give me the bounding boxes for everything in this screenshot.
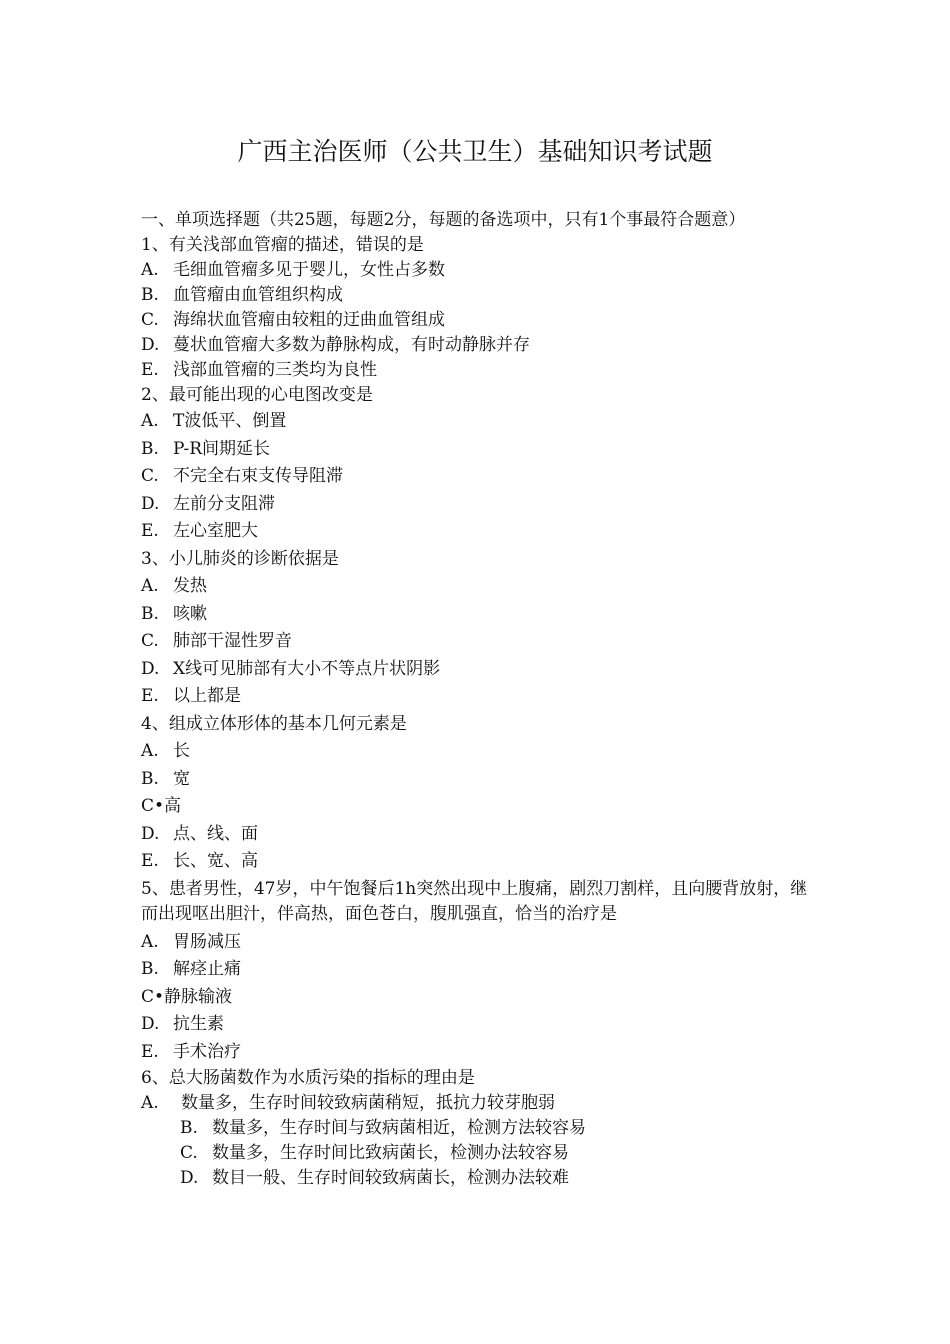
option-key: B. <box>141 438 159 459</box>
option-text: 长 <box>173 741 190 761</box>
option-key: E. <box>141 360 159 380</box>
option-key: B. <box>141 959 159 979</box>
option-key: A. <box>141 931 159 952</box>
question-stem: 4、组成立体形体的基本几何元素是 <box>141 713 407 734</box>
option-key: B. <box>141 285 159 305</box>
option-item <box>141 766 813 794</box>
option-key: E. <box>141 686 159 706</box>
option-key: C. <box>141 631 159 651</box>
document-title: 广西主治医师（公共卫生）基础知识考试题 <box>237 137 713 166</box>
option-item <box>141 1091 813 1116</box>
option-item <box>141 491 813 519</box>
option-key: B. <box>141 768 159 789</box>
option-key: C• <box>141 796 165 816</box>
section-heading: 一、单项选择题（共25题，每题2分，每题的备选项中，只有1个事最符合题意） <box>141 210 746 230</box>
option-key: A. <box>141 1093 159 1113</box>
option-item <box>141 308 813 333</box>
option-text: 点、线、面 <box>173 823 258 844</box>
option-text: 宽 <box>173 768 190 789</box>
option-item <box>141 258 813 283</box>
option-key: A. <box>141 411 159 431</box>
question-stem: 3、小儿肺炎的诊断依据是 <box>141 548 339 569</box>
option-item <box>141 793 813 821</box>
option-key: D. <box>141 823 160 844</box>
option-item <box>141 436 813 464</box>
option-item <box>141 821 813 849</box>
option-item <box>141 656 813 684</box>
option-key: C. <box>180 1143 198 1163</box>
option-text: 发热 <box>173 576 207 596</box>
option-text: 解痉止痛 <box>173 959 241 979</box>
option-item <box>141 573 813 601</box>
question-stem: 5、患者男性，47岁，中午饱餐后1h突然出现中上腹痛，剧烈刀割样，且向腰背放射，继而出现呕出胆汁，伴高热，面色苍白，腹肌强直，恰当的治疗是 <box>141 878 808 924</box>
option-item <box>141 283 813 308</box>
option-key: C. <box>141 310 159 330</box>
option-item <box>141 1166 813 1191</box>
option-text: 数量多，生存时间比致病菌长，检测办法较容易 <box>212 1143 569 1163</box>
option-item <box>141 683 813 711</box>
option-text: 抗生素 <box>173 1014 224 1034</box>
option-item <box>141 1141 813 1166</box>
option-text: 数量多，生存时间较致病菌稍短，抵抗力较芽胞弱 <box>181 1093 555 1113</box>
option-item <box>141 1039 813 1067</box>
option-text: 左前分支阻滞 <box>173 493 275 514</box>
option-text: 长、宽、高 <box>173 851 258 871</box>
option-item <box>141 601 813 629</box>
option-key: A. <box>141 741 159 761</box>
option-text: 蔓状血管瘤大多数为静脉构成，有时动静脉并存 <box>173 335 530 355</box>
exam-content <box>141 208 813 1191</box>
question-stem: 1、有关浅部血管瘤的描述，错误的是 <box>141 235 424 255</box>
option-key: E. <box>141 521 159 541</box>
option-text: P-R间期延长 <box>173 438 271 459</box>
option-item <box>141 956 813 984</box>
option-text: 血管瘤由血管组织构成 <box>173 285 343 305</box>
option-text: 咳嗽 <box>173 603 207 624</box>
option-text: 浅部血管瘤的三类均为良性 <box>173 360 377 380</box>
option-item <box>141 1116 813 1141</box>
option-item <box>141 1011 813 1039</box>
option-key: E. <box>141 851 159 871</box>
option-text: 数量多，生存时间与致病菌相近，检测方法较容易 <box>212 1118 586 1138</box>
option-text: X线可见肺部有大小不等点片状阴影 <box>173 658 441 679</box>
option-text: 不完全右束支传导阻滞 <box>173 466 343 486</box>
option-key: A. <box>141 576 159 596</box>
option-key: C• <box>141 986 165 1007</box>
option-text: 毛细血管瘤多见于婴儿，女性占多数 <box>173 260 445 280</box>
option-item <box>141 408 813 436</box>
question-stem: 6、总大肠菌数作为水质污染的指标的理由是 <box>141 1068 475 1088</box>
option-key: D. <box>141 335 160 355</box>
option-text: 海绵状血管瘤由较粗的迂曲血管组成 <box>173 310 445 330</box>
option-key: A. <box>141 260 159 280</box>
option-key: E. <box>141 1041 159 1062</box>
option-text: 左心室肥大 <box>173 521 258 541</box>
option-key: C. <box>141 466 159 486</box>
option-item <box>141 628 813 656</box>
option-key: D. <box>180 1168 199 1188</box>
option-text: 高 <box>164 796 182 816</box>
option-key: D. <box>141 493 160 514</box>
option-text: 手术治疗 <box>173 1041 241 1062</box>
option-item <box>141 358 813 383</box>
option-key: B. <box>180 1118 198 1138</box>
option-text: T波低平、倒置 <box>173 411 287 431</box>
option-text: 以上都是 <box>173 686 241 706</box>
option-text: 静脉输液 <box>164 986 233 1007</box>
option-item <box>141 738 813 766</box>
question-stem: 2、最可能出现的心电图改变是 <box>141 385 373 405</box>
option-key: D. <box>141 658 160 679</box>
option-key: D. <box>141 1014 160 1034</box>
option-item <box>141 518 813 546</box>
option-item <box>141 984 813 1012</box>
option-text: 数目一般、生存时间较致病菌长，检测办法较难 <box>212 1168 569 1188</box>
option-item <box>141 848 813 876</box>
option-text: 胃肠减压 <box>173 931 241 952</box>
option-text: 肺部干湿性罗音 <box>173 631 292 651</box>
option-key: B. <box>141 603 159 624</box>
option-item <box>141 929 813 957</box>
option-item <box>141 463 813 491</box>
option-item <box>141 333 813 358</box>
